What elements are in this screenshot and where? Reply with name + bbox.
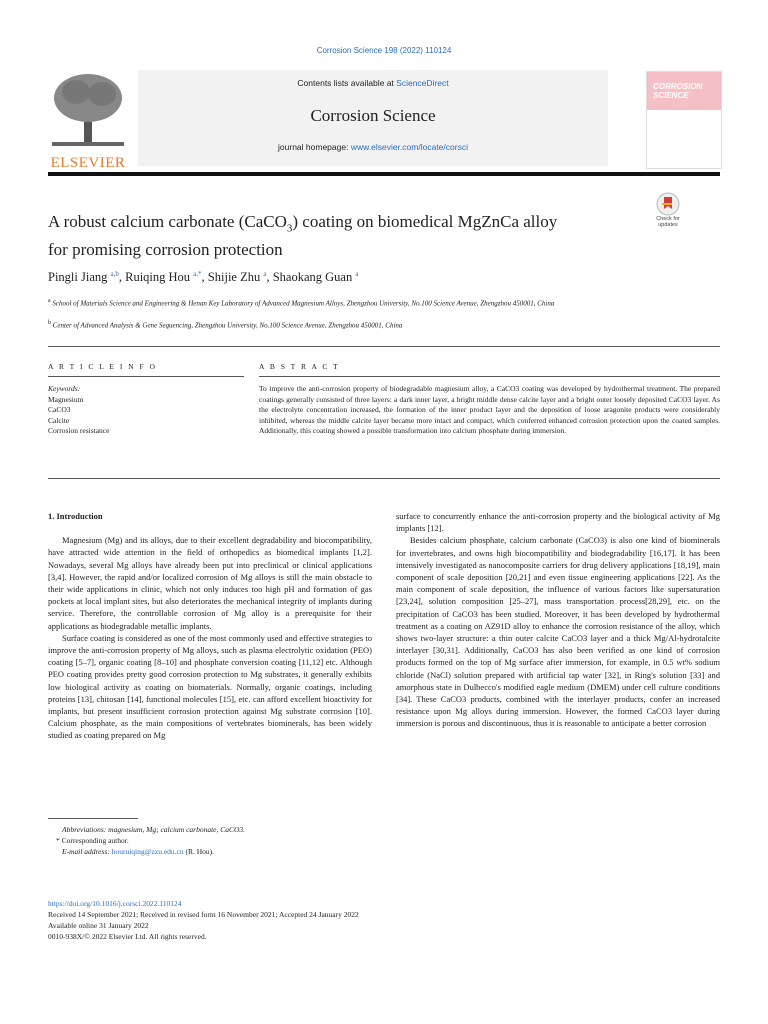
check-updates-icon xyxy=(656,192,680,216)
keyword: Corrosion resistance xyxy=(48,426,110,435)
cover-title xyxy=(647,72,721,110)
affiliation-a-text: School of Materials Science and Engineering & Henan Key Laboratory of Advanced Magnesium Alloys, Zhengzhou University, No.100 Science Avenue, Zhengzhou 450001, China xyxy=(52,299,555,308)
title-part-1: A robust calcium carbonate (CaCO xyxy=(48,212,287,231)
title-part-2: ) coating on biomedical MgZnCa alloy xyxy=(292,212,558,231)
section-heading: 1. Introduction xyxy=(48,511,103,521)
elsevier-logo xyxy=(48,68,128,171)
author-sup[interactable]: a xyxy=(263,270,267,278)
author-name[interactable]: Ruiqing Hou xyxy=(125,270,191,285)
journal-header xyxy=(48,68,720,172)
received-dates: Received 14 September 2021; Received in revised form 16 November 2021; Accepted 24 January 2022 xyxy=(48,910,359,919)
email-link[interactable]: houruiqing@zzu.edu.cn xyxy=(111,847,184,856)
elsevier-wordmark: ELSEVIER xyxy=(50,155,126,171)
journal-title: Corrosion Science xyxy=(310,106,436,125)
header-rule xyxy=(48,172,720,176)
abstract-text: To improve the anti-corrosion property of biodegradable magnesium alloy, a CaCO3 coating was developed by hydrothermal treatment. The prepared coatings generally consisted of three layers: a dark inner layer, a bright middle dense calcite layer and a bright outer loosely deposited CaCO3 layer. As the electrolyte concentration increased, the formation of the inner product layer and the deposition of loose aragonite products were considerably inhibited, whereas the middle calcite layer became more intact and compact, which conferred enhanced corrosion protection upon the coated samples. Additionally, this coating showed a possible transformation into calcium phosphate during immersion. xyxy=(259,384,720,436)
keywords-label: Keywords: xyxy=(48,384,81,393)
cover-title-line1: CORROSION xyxy=(653,82,703,91)
footnote-rule xyxy=(48,818,138,819)
author-list: Pingli Jiang $^{a,b}$, Ruiqing Hou $^{a,*}$, Shijie Zhu $^a$, Shaokang Guan $^a$ xyxy=(48,270,359,285)
body-left-column xyxy=(48,510,372,742)
cover-body xyxy=(647,110,721,168)
contents-prefix: Contents lists available at xyxy=(297,78,397,88)
badge-label-1: Check for xyxy=(656,216,680,222)
author-sup[interactable]: a,b xyxy=(110,270,119,278)
masthead xyxy=(138,70,608,166)
body-paragraph: Surface coating is considered as one of the most commonly used and effective strategies to improve the anti-corrosion property of Mg alloys, such as plasma electrolytic oxidation (PEO) coating [5–7], organic coating [8–10] and phosphate conversion coating [11,12] etc. Although PEO coating provides pretty good corrosion protection to Mg substrates, it generally exhibits low biological activity as coating on biomaterials. Normally, organic coatings, including proteins [13], chitosan [14], functional molecules [15], etc. can afford excellent bioactivity for implants, but present insufficient corrosion protection against Mg substrate corrosion [10]. Calcium phosphate, as the main compositions of vertebrates biominerals, has been widely studied as coating prepared on Mg xyxy=(48,632,372,741)
paper-title xyxy=(48,211,638,261)
info-rule xyxy=(48,346,720,347)
sciencedirect-link[interactable]: ScienceDirect xyxy=(396,78,449,88)
check-for-updates-badge[interactable] xyxy=(648,192,688,232)
abstract-bottom-rule xyxy=(48,478,720,479)
contents-line xyxy=(138,78,608,88)
affiliation-b: $^b$ Center of Advanced Analysis & Gene Sequencing, Zhengzhou University, No.100 Science Avenue, Zhengzhou 450001, China xyxy=(48,320,403,330)
homepage-prefix: journal homepage: xyxy=(278,142,351,152)
footnotes xyxy=(48,824,245,857)
title-subscript: 3 xyxy=(286,222,293,235)
body-paragraph: Magnesium (Mg) and its alloys, due to their excellent degradability and biocompatibility, have attracted wide attention in the field of orthopedics as biomedical implants [1,2]. Nowadays, several Mg alloys have already been put into preclinical or clinical applications [3,4]. However, the rapid and/or localized corrosion of Mg alloys is still the main obstacle to their wide applications in clinic, which not only induces too high pH and formation of gas pockets at local implant sites, but also deteriorates the mechanical integrity of implants during service. Therefore, the controllable corrosion of Mg alloy is a prerequisite for their applications as biodegradable metallic implants. xyxy=(48,535,372,631)
elsevier-tree-icon xyxy=(48,68,128,152)
keyword: CaCO3 xyxy=(48,405,71,414)
author-name[interactable]: Shaokang Guan xyxy=(272,270,353,285)
keyword: Calcite xyxy=(48,415,70,425)
body-paragraph: surface to concurrently enhance the anti-corrosion property and the biological activity of Mg implants [12]. xyxy=(396,511,720,534)
author-name[interactable]: Shijie Zhu xyxy=(207,270,261,285)
corresponding-note: * Corresponding author. xyxy=(56,836,129,845)
author-sup[interactable]: a,* xyxy=(193,270,202,278)
affiliation-b-text: Center of Advanced Analysis & Gene Sequencing, Zhengzhou University, No.100 Science Avenue, Zhengzhou 450001, China xyxy=(52,321,403,330)
available-online: Available online 31 January 2022 xyxy=(48,921,149,930)
affiliation-a: $^a$ School of Materials Science and Engineering & Henan Key Laboratory of Advanced Magnesium Alloys, Zhengzhou University, No.100 Science Avenue, Zhengzhou 450001, China xyxy=(48,298,555,308)
cover-title-line2: SCIENCE xyxy=(653,91,689,100)
badge-label-2: updates xyxy=(658,222,678,228)
keyword: Magnesium xyxy=(48,394,84,404)
body-right-column xyxy=(396,510,720,730)
copyright-line: 0010-938X/© 2022 Elsevier Ltd. All rights reserved. xyxy=(48,932,207,941)
author-sup[interactable]: a xyxy=(355,270,359,278)
article-meta xyxy=(48,898,359,942)
homepage-line xyxy=(138,142,608,152)
homepage-link[interactable]: www.elsevier.com/locate/corsci xyxy=(350,142,468,152)
email-suffix: (R. Hou). xyxy=(183,847,215,856)
body-paragraph: Besides calcium phosphate, calcium carbonate (CaCO3) is also one kind of biominerals for invertebrates, and owns high biocompatibility and biodegradability [16,17]. It has been intensively investigated as nanocomposite carriers for drug delivery applications [18,19], main component of scale deposition [20,21] and even tissue engineering applications [22]. As the main component of scale deposition, the influence of various factors like supersaturation [23,24], solution composition [25–27], mass transportation process[28,29], etc. on the precipitation of CaCO3 has been studied. Moreover, it has been developed by hydrothermal treatment as a coating on AZ91D alloy to enhance the corrosion resistance of the alloy, which shows two-layer structure: a thin outer calcite CaCO3 layer and a thick Mg/Al-hydrotalcite interlayer [30,31]. Additionally, CaCO3 has also been verified as one kind of corrosion products formed on the top of Mg surface after immersion, for example, in 0.5 wt% sodium chloride (NaCl) solution prepared with artificial tap water [32], in Ring's solution [33] and amorphous state in Dulbecco's modified eagle medium (DMEM) under cell culture conditions [34]. These CaCO3 products, combined with the interlayer products, confer an increased resistance upon Mg alloys during immersion. However, the formed CaCO3 layer during immersion is porous and discontinuous, thus it is reasonable to anticipate a better corrosion xyxy=(396,535,720,729)
author-name[interactable]: Pingli Jiang xyxy=(48,270,108,285)
article-info-label: A R T I C L E I N F O xyxy=(48,362,157,371)
journal-cover[interactable] xyxy=(646,71,722,169)
email-prefix: E-mail address: xyxy=(62,847,112,856)
title-line-2: for promising corrosion protection xyxy=(48,240,283,260)
info-left-rule xyxy=(48,376,244,377)
journal-citation[interactable]: Corrosion Science 198 (2022) 110124 xyxy=(316,46,452,55)
keywords-block xyxy=(48,384,109,437)
doi-link[interactable]: https://doi.org/10.1016/j.corsci.2022.110124 xyxy=(48,899,182,908)
abstract-label: A B S T R A C T xyxy=(259,362,340,371)
email-note xyxy=(48,846,245,857)
abbreviations-note: Abbreviations: magnesium, Mg; calcium carbonate, CaCO3. xyxy=(62,825,246,834)
info-right-rule xyxy=(259,376,720,377)
